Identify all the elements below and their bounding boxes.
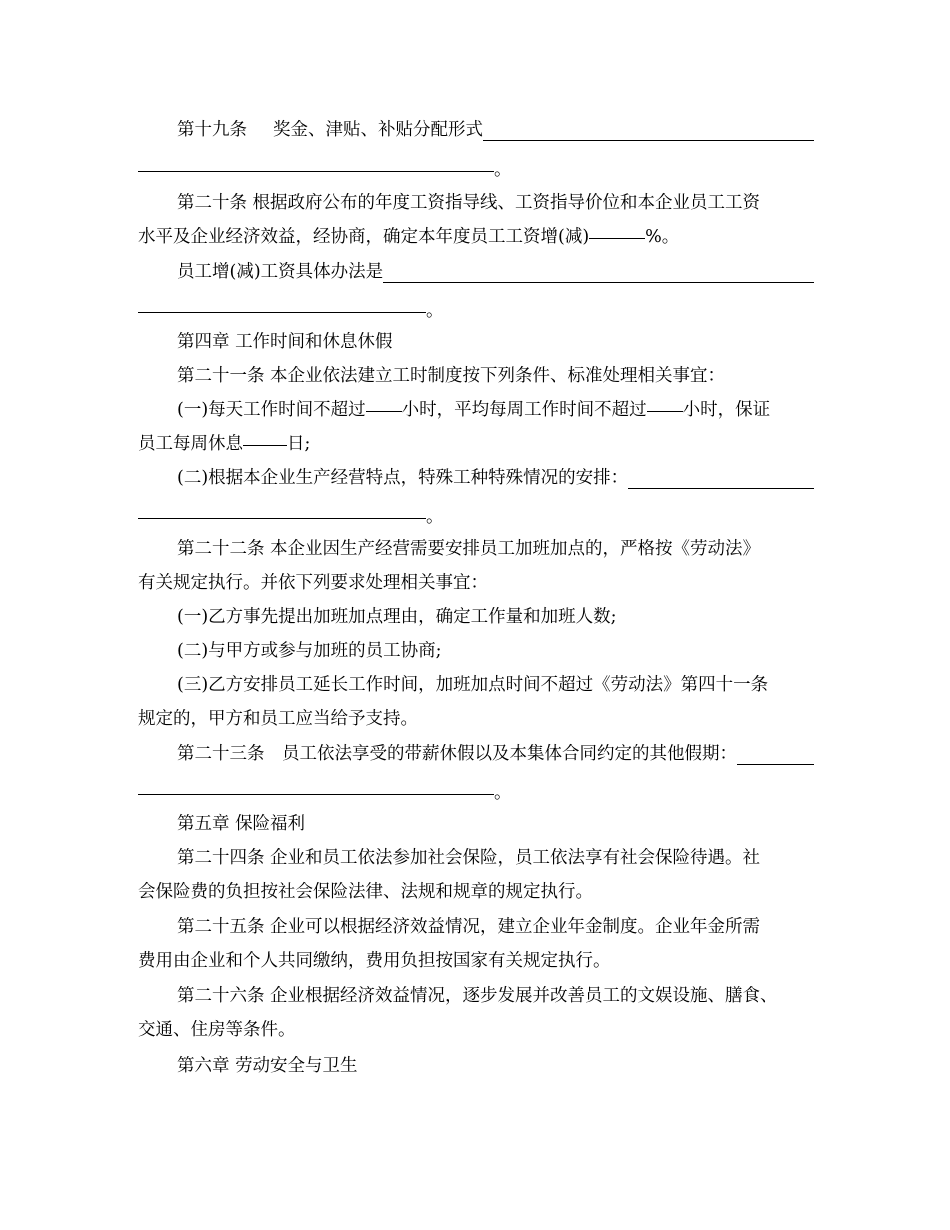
article-23-end: 。 (494, 783, 512, 803)
article-20-percent: %。 (645, 227, 680, 247)
fill-blank (138, 517, 426, 519)
fill-blank (138, 793, 494, 795)
article-21-item1-cont (138, 427, 814, 461)
article-22-line2: 有关规定执行。并依下列要求处理相关事宜： (138, 573, 488, 593)
article-22-item3-cont: 规定的，甲方和员工应当给予支持。 (138, 709, 418, 729)
fill-blank (737, 763, 814, 765)
fill-blank (589, 237, 645, 239)
fill-blank (243, 444, 287, 446)
article-20-line4 (138, 294, 814, 328)
chapter-4-heading: 第四章 工作时间和休息休假 (177, 332, 393, 352)
article-20-line3 (138, 255, 814, 289)
article-21-line1: 第二十一条 本企业依法建立工时制度按下列条件、标准处理相关事宜： (177, 366, 726, 386)
article-21-item1 (138, 393, 814, 427)
article-21-item2 (138, 461, 814, 495)
article-23-line1 (138, 737, 814, 771)
article-26-line2: 交通、住房等条件。 (138, 1020, 296, 1040)
article-19-label: 第十九条 (177, 120, 247, 140)
article-24-line2: 会保险费的负担按社会保险法律、法规和规章的规定执行。 (138, 882, 593, 902)
fill-blank (138, 170, 494, 172)
article-20-end: 。 (426, 301, 444, 321)
article-21-item1-e: 日; (287, 434, 311, 454)
article-21-end: 。 (426, 507, 444, 527)
article-19-line1 (138, 113, 814, 147)
article-19-text: 奖金、津贴、补贴分配形式 (273, 120, 483, 140)
chapter-5-heading: 第五章 保险福利 (177, 814, 306, 834)
article-23-text: 第二十三条 员工依法享受的带薪休假以及本集体合同约定的其他假期： (177, 744, 737, 764)
article-24-line1: 第二十四条 企业和员工依法参加社会保险，员工依法享有社会保险待遇。社 (177, 848, 761, 868)
article-22-item2: (二)与甲方或参与加班的员工协商; (177, 641, 442, 661)
article-21-item1-c: 小时，保证 (682, 400, 771, 420)
fill-blank (483, 139, 814, 141)
article-21-item1-a: (一)每天工作时间不超过 (177, 400, 366, 420)
article-20-line2 (138, 220, 814, 254)
article-20-text: 水平及企业经济效益，经协商，确定本年度员工工资增(减) (138, 227, 590, 247)
fill-blank (383, 281, 814, 283)
article-20-method: 员工增(减)工资具体办法是 (177, 262, 384, 282)
fill-blank (138, 311, 426, 313)
article-21-item1-b: 小时，平均每周工作时间不超过 (401, 400, 647, 420)
article-23-line2 (138, 776, 814, 810)
fill-blank (366, 410, 402, 412)
article-19-line2 (138, 153, 814, 187)
fill-blank (647, 410, 683, 412)
article-21-item1-d: 员工每周休息 (138, 434, 243, 454)
chapter-6-heading: 第六章 劳动安全与卫生 (177, 1056, 358, 1076)
article-21-item2-cont (138, 500, 814, 534)
article-26-line1: 第二十六条 企业根据经济效益情况，逐步发展并改善员工的文娱设施、膳食、 (177, 986, 778, 1006)
article-22-item1: (一)乙方事先提出加班加点理由，确定工作量和加班人数; (177, 607, 617, 627)
article-21-item2-text: (二)根据本企业生产经营特点，特殊工种特殊情况的安排： (177, 468, 629, 488)
fill-blank (628, 487, 814, 489)
article-22-item3: (三)乙方安排员工延长工作时间，加班加点时间不超过《劳动法》第四十一条 (177, 675, 769, 695)
article-22-line1: 第二十二条 本企业因生产经营需要安排员工加班加点的，严格按《劳动法》 (177, 539, 761, 559)
article-25-line2: 费用由企业和个人共同缴纳，费用负担按国家有关规定执行。 (138, 951, 611, 971)
article-19-end: 。 (494, 160, 512, 180)
article-25-line1: 第二十五条 企业可以根据经济效益情况，建立企业年金制度。企业年金所需 (177, 917, 761, 937)
article-20-line1: 第二十条 根据政府公布的年度工资指导线、工资指导价位和本企业员工工资 (177, 193, 761, 213)
